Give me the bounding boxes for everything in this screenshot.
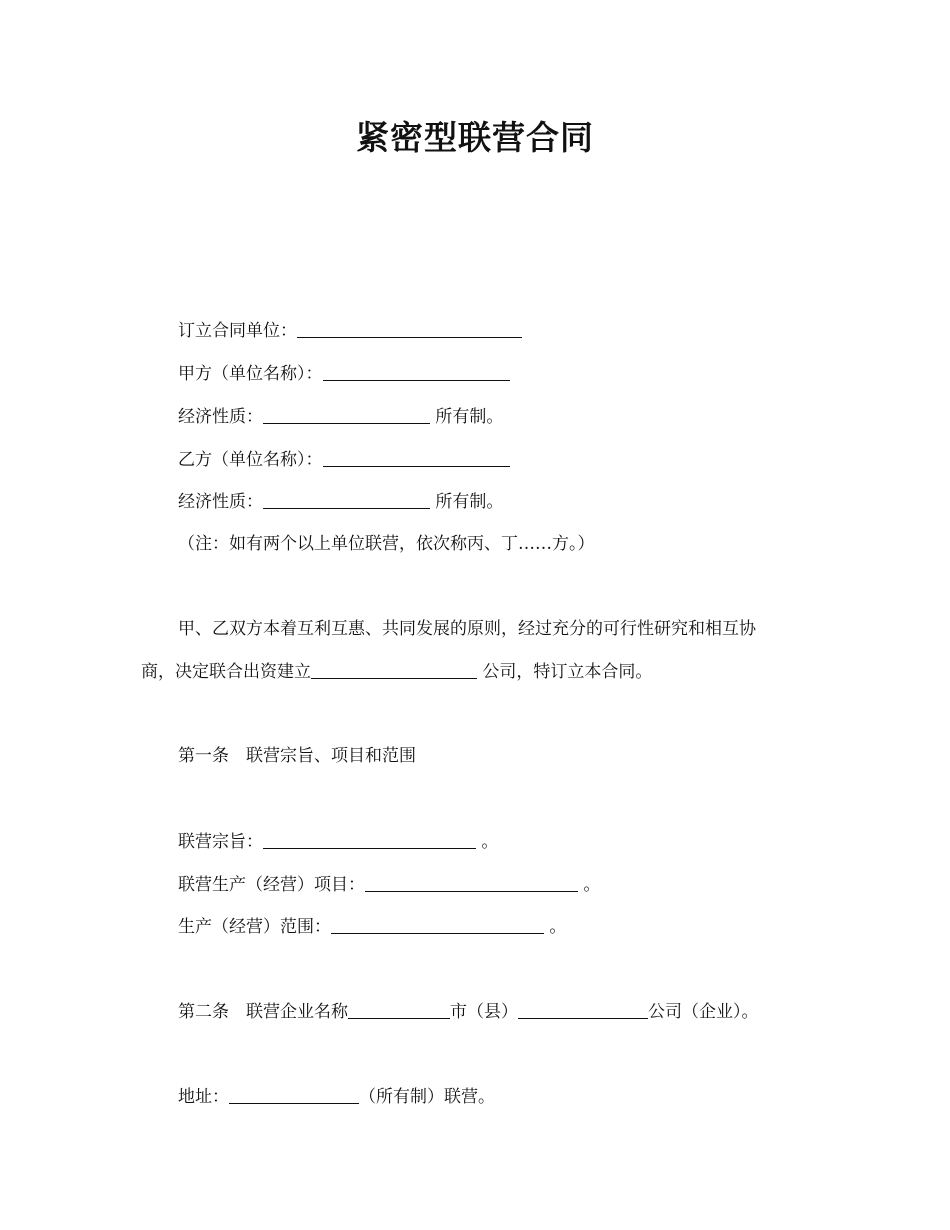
preamble-prefix: 商，决定联合出资建立 xyxy=(141,662,311,682)
address-blank[interactable] xyxy=(229,1086,359,1104)
city-label: 市（县） xyxy=(450,1002,518,1022)
company-label: 公司（企业）。 xyxy=(648,1002,759,1022)
ownership-suffix: 所有制。 xyxy=(435,407,504,427)
address-label: 地址： xyxy=(178,1087,229,1107)
economic-nature-label: 经济性质： xyxy=(178,492,263,512)
preamble-line-1: 甲、乙双方本着互利互惠、共同发展的原则，经过充分的可行性研究和相互协 xyxy=(178,619,756,639)
party-a-nature-line xyxy=(178,405,503,429)
scope-label: 生产（经营）范围： xyxy=(178,917,331,937)
party-b-nature-blank[interactable] xyxy=(263,491,430,509)
party-b-blank[interactable] xyxy=(323,449,510,467)
page-title: 紧密型联营合同 xyxy=(356,118,594,157)
project-line xyxy=(178,873,600,897)
party-b-line xyxy=(178,448,510,472)
economic-nature-label: 经济性质： xyxy=(178,407,263,427)
period: 。 xyxy=(481,832,499,852)
parties-note: （注：如有两个以上单位联营，依次称丙、丁……方。） xyxy=(178,534,595,554)
preamble-suffix: 公司，特订立本合同。 xyxy=(482,662,653,682)
city-blank[interactable] xyxy=(348,1001,450,1019)
article-2-line xyxy=(178,1000,759,1024)
period: 。 xyxy=(583,875,601,895)
address-suffix: （所有制）联营。 xyxy=(359,1087,495,1107)
purpose-blank[interactable] xyxy=(263,831,476,849)
article-1-heading: 第一条 联营宗旨、项目和范围 xyxy=(178,746,416,766)
party-a-blank[interactable] xyxy=(323,363,510,381)
scope-blank[interactable] xyxy=(331,916,544,934)
preamble-line-2 xyxy=(141,660,652,684)
party-b-nature-line xyxy=(178,490,503,514)
purpose-line xyxy=(178,830,498,854)
contract-unit-line xyxy=(178,319,522,343)
article-2-prefix: 第二条 联营企业名称 xyxy=(178,1002,348,1022)
party-a-label: 甲方（单位名称）： xyxy=(178,364,323,384)
scope-line xyxy=(178,915,566,939)
company-name-blank[interactable] xyxy=(311,661,477,679)
project-blank[interactable] xyxy=(365,874,578,892)
address-line xyxy=(178,1085,495,1109)
project-label: 联营生产（经营）项目： xyxy=(178,875,365,895)
purpose-label: 联营宗旨： xyxy=(178,832,263,852)
party-b-label: 乙方（单位名称）： xyxy=(178,450,323,470)
enterprise-blank[interactable] xyxy=(518,1001,648,1019)
party-a-line xyxy=(178,362,510,386)
party-a-nature-blank[interactable] xyxy=(263,406,430,424)
period: 。 xyxy=(549,917,567,937)
ownership-suffix: 所有制。 xyxy=(435,492,504,512)
contract-unit-label: 订立合同单位： xyxy=(178,321,297,341)
contract-unit-blank[interactable] xyxy=(297,320,522,338)
